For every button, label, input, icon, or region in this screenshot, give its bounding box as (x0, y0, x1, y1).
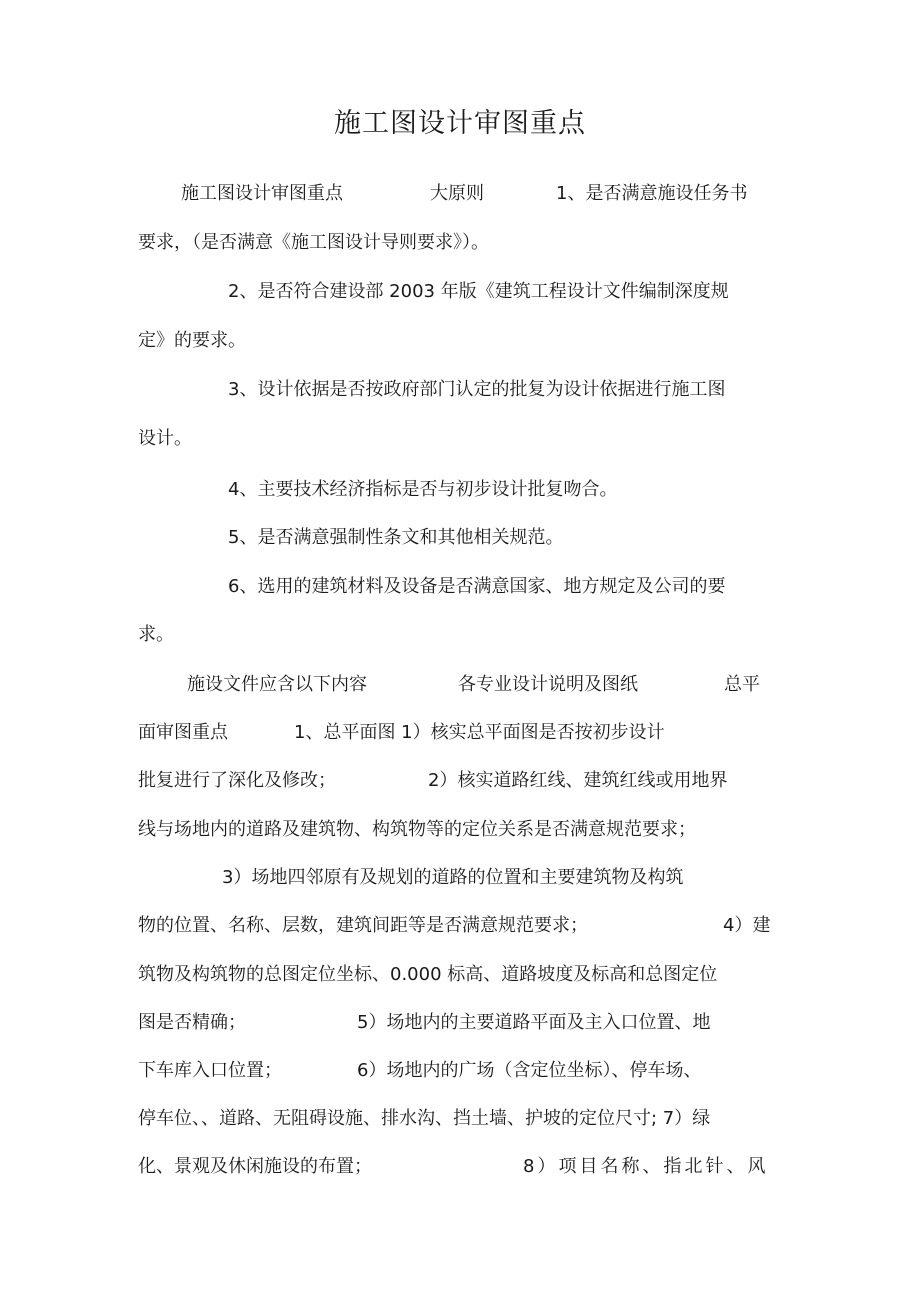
text-segment: 化、景观及休闲施设的布置； (138, 1156, 372, 1177)
text-segment: 面审图重点 (138, 722, 228, 743)
text-segment: 6）场地内的广场（含定位坐标）、停车场、 (357, 1060, 702, 1081)
text-segment: 1、是否满意施设任务书 (556, 183, 748, 204)
text-segment: 3）场地四邻原有及规划的道路的位置和主要建筑物及构筑 (222, 867, 684, 888)
text-segment: 筑物及构筑物的总图定位坐标、0.000 标高、道路坡度及标高和总图定位 (138, 964, 718, 985)
text-segment: 设计。 (138, 428, 192, 449)
text-segment: 批复进行了深化及修改； (138, 770, 336, 791)
text-segment: 施工图设计审图重点 (181, 183, 343, 204)
text-segment: 2）核实道路红线、建筑红线或用地界 (428, 770, 728, 791)
text-segment: 2、是否符合建设部 2003 年版《建筑工程设计文件编制深度规 (228, 281, 729, 302)
text-segment: 线与场地内的道路及建筑物、构筑物等的定位关系是否满意规范要求； (138, 819, 696, 840)
text-segment: 物的位置、名称、层数，建筑间距等是否满意规范要求； (138, 915, 588, 936)
text-segment: 4）建 (723, 915, 771, 936)
text-line-21 (138, 1153, 769, 1265)
text-segment: 1、总平面图 1）核实总平面图是否按初步设计 (294, 722, 665, 743)
text-segment: 求。 (138, 624, 174, 645)
text-segment: 5）场地内的主要道路平面及主入口位置、地 (357, 1012, 711, 1033)
text-segment: 各专业设计说明及图纸 (458, 674, 638, 695)
text-segment: 3、设计依据是否按政府部门认定的批复为设计依据进行施工图 (228, 379, 726, 400)
text-segment: 停车位、、道路、无阻碍设施、排水沟、挡土墙、护坡的定位尺寸; 7）绿 (138, 1108, 711, 1129)
text-segment: 总平 (724, 674, 760, 695)
document-title: 施工图设计审图重点 (334, 108, 586, 139)
text-segment: 施设文件应含以下内容 (187, 674, 367, 695)
text-segment: 大原则 (430, 183, 484, 204)
text-segment: 下车库入口位置； (138, 1060, 282, 1081)
text-segment: 6、选用的建筑材料及设备是否满意国家、地方规定及公司的要 (228, 576, 726, 597)
text-segment: 要求，（是否满意《施工图设计导则要求》）。 (138, 232, 489, 253)
text-segment: 5、是否满意强制性条文和其他相关规范。 (228, 527, 564, 548)
text-segment: 定》的要求。 (138, 330, 246, 351)
text-segment: 图是否精确； (138, 1012, 246, 1033)
text-segment: 4、主要技术经济指标是否与初步设计批复吻合。 (228, 479, 618, 500)
text-segment: 8）项目名称、指北针、风 (523, 1156, 769, 1177)
